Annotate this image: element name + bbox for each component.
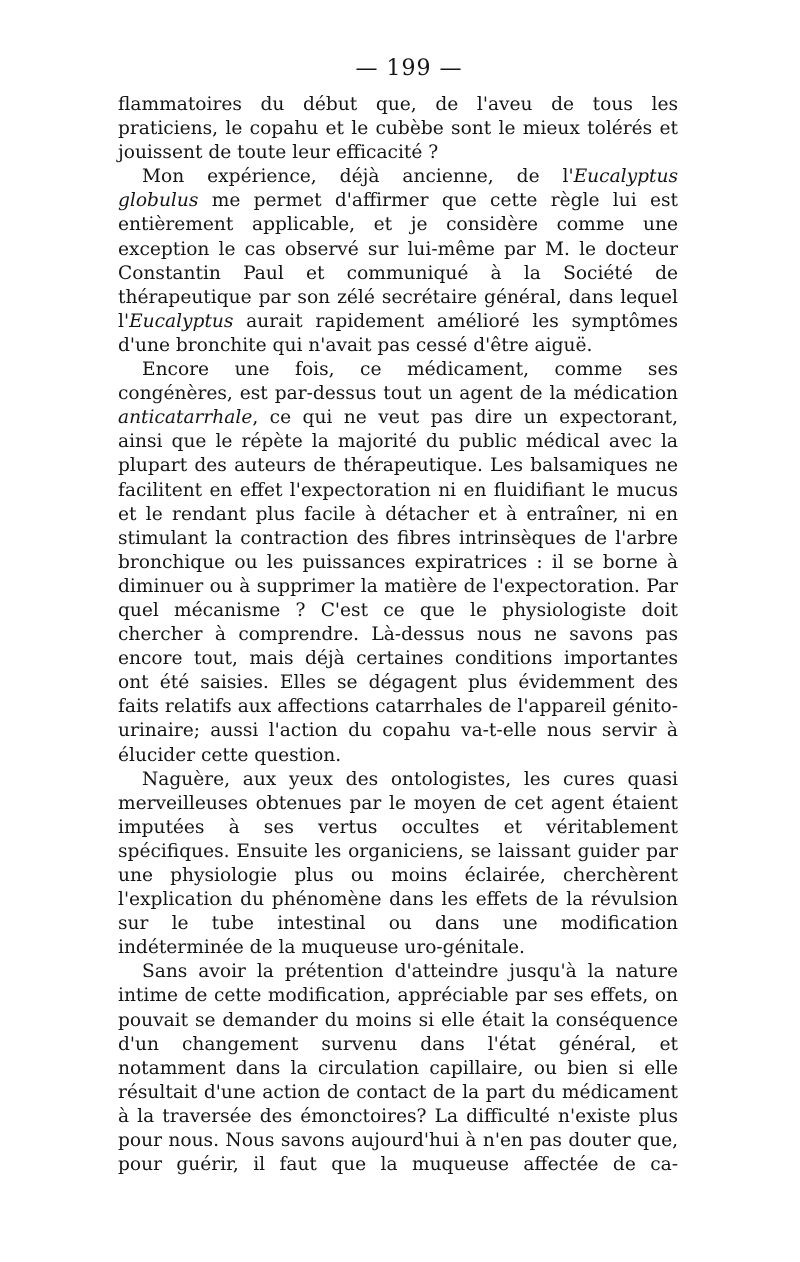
paragraph-2 — [118, 165, 678, 358]
page-number: — 199 — — [355, 56, 463, 81]
paragraph-2-text-c: aurait rapidement amélioré les symptômes d'une bronchite qui n'avait pas cessé d'être aiguë. — [118, 310, 678, 356]
paragraph-2-species-name: Eucalyptus globulus — [118, 166, 678, 212]
paragraph-3 — [118, 358, 678, 768]
paragraph-1 — [118, 93, 678, 165]
paragraph-3-text-a: Encore une fois, ce médicament, comme ses congénères, est par-dessus tout un agent de la médication — [118, 359, 678, 405]
paragraph-2-text-a: Mon expérience, déjà ancienne, de l' — [142, 166, 574, 188]
paragraph-3-text-b: , ce qui ne veut pas dire un expectorant, ainsi que le répète la majorité du public médical avec la plupart des auteurs de thérapeutique. Les balsamiques ne facilitent en effet l'expectoration ni en fluidifiant le mucus et le rendant plus facile à détacher et à entraîner, ni en stimulant la contraction des fibres intrinsèques de l'arbre bronchique ou les puissances expiratrices : il se borne à diminuer ou à supprimer la matière de l'expectoration. Par quel mécanisme ? C'est ce que le physiologiste doit chercher à comprendre. Là-dessus nous ne savons pas encore tout, mais déjà certaines conditions importantes ont été saisies. Elles se dégagent plus évidemment des faits relatifs aux affections catarrhales de l'appareil génito-urinaire; aussi l'action du copahu va-t-elle nous servir à élucider cette question. — [118, 407, 678, 766]
paragraph-4-text: Naguère, aux yeux des ontologistes, les cures quasi merveilleuses obtenues par le moyen de cet agent étaient imputées à ses vertus occultes et véritablement spécifiques. Ensuite les organiciens, se laissant guider par une physiologie plus ou moins éclairée, cherchèrent l'explication du phénomène dans les effets de la révulsion sur le tube intestinal ou dans une modification indéterminée de la muqueuse uro-génitale. — [118, 768, 678, 959]
paragraph-4 — [118, 768, 678, 961]
paragraph-3-italic-term: anticatarrhale — [118, 407, 253, 429]
paragraph-5-text: Sans avoir la prétention d'atteindre jusqu'à la nature intime de cette modification, appréciable par ses effets, on pouvait se demander du moins si elle était la conséquence d'un changement survenu dans l'état général, et notamment dans la circulation capillaire, ou bien si elle résultait d'une action de contact de la part du médicament à la traversée des émonctoires? La difficulté n'existe plus pour nous. Nous savons aujourd'hui à n'en pas douter que, pour guérir, il faut que la muqueuse affectée de ca- — [118, 961, 678, 1176]
paragraph-5 — [118, 960, 678, 1177]
paragraph-2-genus-name: Eucalyptus — [129, 310, 234, 332]
paragraph-2-text-b: me permet d'affirmer que cette règle lui est entièrement applicable, et je considère comme une exception le cas observé sur lui-même par M. le docteur Constantin Paul et communiqué à la Société de thérapeutique par son zélé secrétaire général, dans lequel l' — [118, 190, 678, 332]
book-page — [118, 56, 678, 1177]
paragraph-1-text: flammatoires du début que, de l'aveu de tous les praticiens, le copahu et le cubèbe sont le mieux tolérés et jouissent de toute leur efficacité ? — [118, 94, 678, 164]
